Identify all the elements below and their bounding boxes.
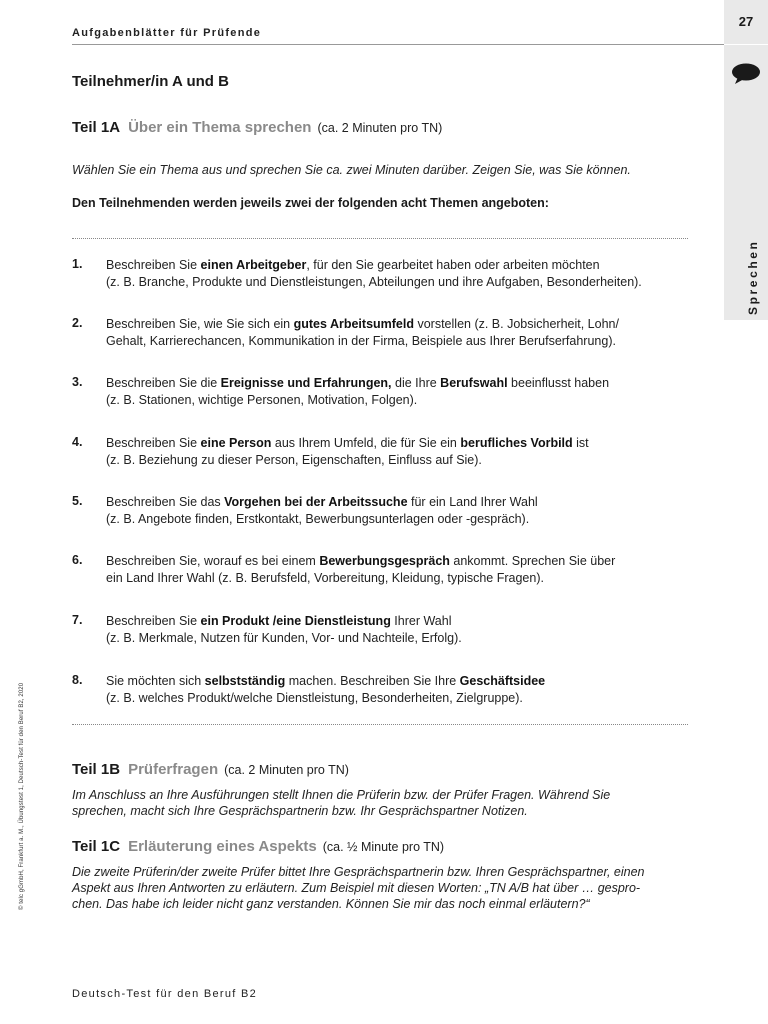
teil-1c-duration: (ca. ½ Minute pro TN) bbox=[322, 840, 445, 854]
teil-1b-heading bbox=[72, 761, 349, 779]
list-item-line bbox=[106, 553, 696, 570]
list-item-line bbox=[106, 452, 696, 469]
body-text: Gehalt, Karrierechancen, Kommunikation in der Firma, Beispiele aus Ihrer Berufserfahrung). bbox=[106, 334, 616, 348]
dotted-divider-top bbox=[72, 238, 688, 239]
body-text: Beschreiben Sie, worauf es bei einem bbox=[106, 554, 320, 568]
list-item-line bbox=[106, 333, 696, 350]
teil-1a-name: Über ein Thema sprechen bbox=[128, 119, 312, 136]
list-item-text bbox=[106, 494, 696, 528]
emphasis-text: einen Arbeitgeber bbox=[200, 258, 307, 272]
body-text: vorstellen (z. B. Jobsicherheit, Lohn/ bbox=[414, 317, 619, 331]
emphasis-text: gutes Arbeitsumfeld bbox=[293, 317, 414, 331]
body-text: (z. B. Angebote finden, Erstkontakt, Bewerbungsunterlagen oder -gespräch). bbox=[106, 512, 530, 526]
list-item-line bbox=[106, 570, 696, 587]
teil-1c-text-line: chen. Das habe ich leider nicht ganz verstanden. Können Sie mir das noch einmal erläutern?“ bbox=[72, 897, 590, 911]
teil-1c-heading bbox=[72, 838, 444, 856]
body-text: Ihrer Wahl bbox=[390, 614, 452, 628]
teil-1c-text-line: Die zweite Prüferin/der zweite Prüfer bittet Ihre Gesprächspartnerin bzw. Ihren Gesprächspartner, einen bbox=[72, 865, 645, 879]
teil-1c-number: Teil 1C bbox=[72, 838, 121, 855]
body-text: Beschreiben Sie bbox=[106, 258, 201, 272]
emphasis-text: Ereignisse und Erfahrungen, bbox=[220, 376, 392, 390]
body-text: Beschreiben Sie bbox=[106, 436, 201, 450]
page-title: Teilnehmer/in A und B bbox=[72, 73, 229, 90]
list-item-line bbox=[106, 274, 696, 291]
teil-1a-intro: Den Teilnehmenden werden jeweils zwei der folgenden acht Themen angeboten: bbox=[72, 196, 549, 210]
list-item-text bbox=[106, 553, 696, 587]
body-text: machen. Beschreiben Sie Ihre bbox=[285, 674, 460, 688]
body-text: ankommt. Sprechen Sie über bbox=[449, 554, 616, 568]
body-text: (z. B. Beziehung zu dieser Person, Eigenschaften, Einfluss auf Sie). bbox=[106, 453, 482, 467]
list-item-text bbox=[106, 375, 696, 409]
body-text: (z. B. Branche, Produkte und Dienstleistungen, Abteilungen und ihre Aufgaben, Besonderheiten). bbox=[106, 275, 642, 289]
speech-bubble-icon bbox=[731, 62, 761, 86]
body-text: für ein Land Ihrer Wahl bbox=[407, 495, 538, 509]
teil-1b-text-line: Im Anschluss an Ihre Ausführungen stellt Ihnen die Prüferin bzw. der Prüfer Fragen. Während Sie bbox=[72, 788, 611, 802]
teil-1a-instruction: Wählen Sie ein Thema aus und sprechen Sie ca. zwei Minuten darüber. Zeigen Sie, was Sie können. bbox=[72, 163, 631, 177]
body-text: ein Land Ihrer Wahl (z. B. Berufsfeld, Vorbereitung, Kleidung, typische Fragen). bbox=[106, 571, 544, 585]
teil-1b-name: Prüferfragen bbox=[128, 761, 219, 778]
list-item-line bbox=[106, 673, 696, 690]
body-text: , für den Sie gearbeitet haben oder arbeiten möchten bbox=[306, 258, 600, 272]
teil-1c-text-line: Aspekt aus Ihren Antworten zu erläutern. Zum Beispiel mit diesen Worten: „TN A/B hat über … gespro- bbox=[72, 881, 641, 895]
teil-1c-text bbox=[72, 864, 688, 912]
emphasis-text: selbstständig bbox=[204, 674, 286, 688]
list-item-line bbox=[106, 630, 696, 647]
list-item-number: 2. bbox=[72, 316, 83, 330]
list-item-line bbox=[106, 511, 696, 528]
teil-1a-number: Teil 1A bbox=[72, 119, 121, 136]
list-item-number: 7. bbox=[72, 613, 83, 627]
body-text: die Ihre bbox=[391, 376, 441, 390]
list-item-text bbox=[106, 257, 696, 291]
list-item-line bbox=[106, 257, 696, 274]
body-text: Beschreiben Sie die bbox=[106, 376, 221, 390]
teil-1b-duration: (ca. 2 Minuten pro TN) bbox=[224, 763, 349, 777]
list-item-line bbox=[106, 494, 696, 511]
teil-1c-name: Erläuterung eines Aspekts bbox=[128, 838, 317, 855]
header-rule bbox=[72, 44, 724, 45]
emphasis-text: ein Produkt /eine Dienstleistung bbox=[200, 614, 391, 628]
list-item-number: 4. bbox=[72, 435, 83, 449]
teil-1b-text-line: sprechen, macht sich Ihre Gesprächspartnerin bzw. Ihr Gesprächspartner Notizen. bbox=[72, 804, 528, 818]
list-item-number: 6. bbox=[72, 553, 83, 567]
copyright-note: © telc gGmbH, Frankfurt a. M., Übungstest 1, Deutsch-Test für den Beruf B2, 2020 bbox=[19, 682, 25, 910]
list-item-number: 1. bbox=[72, 257, 83, 271]
list-item-number: 5. bbox=[72, 494, 83, 508]
teil-1a-heading bbox=[72, 119, 442, 137]
running-footer: Deutsch-Test für den Beruf B2 bbox=[72, 988, 258, 1000]
body-text: Beschreiben Sie, wie Sie sich ein bbox=[106, 317, 294, 331]
body-text: ist bbox=[572, 436, 589, 450]
emphasis-text: berufliches Vorbild bbox=[460, 436, 573, 450]
side-tab-label: Sprechen bbox=[746, 239, 760, 315]
page-number: 27 bbox=[738, 14, 754, 29]
teil-1a-duration: (ca. 2 Minuten pro TN) bbox=[317, 121, 443, 135]
body-text: (z. B. Stationen, wichtige Personen, Motivation, Folgen). bbox=[106, 393, 418, 407]
list-item-text bbox=[106, 613, 696, 647]
dotted-divider-bottom bbox=[72, 724, 688, 725]
list-item-line bbox=[106, 392, 696, 409]
body-text: aus Ihrem Umfeld, die für Sie ein bbox=[271, 436, 461, 450]
list-item-text bbox=[106, 435, 696, 469]
emphasis-text: eine Person bbox=[200, 436, 272, 450]
teil-1b-number: Teil 1B bbox=[72, 761, 121, 778]
emphasis-text: Vorgehen bei der Arbeitssuche bbox=[224, 495, 408, 509]
body-text: Beschreiben Sie das bbox=[106, 495, 225, 509]
list-item-text bbox=[106, 316, 696, 350]
body-text: beeinflusst haben bbox=[507, 376, 610, 390]
body-text: (z. B. welches Produkt/welche Dienstleistung, Besonderheiten, Zielgruppe). bbox=[106, 691, 523, 705]
running-header: Aufgabenblätter für Prüfende bbox=[72, 27, 262, 39]
body-text: (z. B. Merkmale, Nutzen für Kunden, Vor- und Nachteile, Erfolg). bbox=[106, 631, 462, 645]
list-item-line bbox=[106, 690, 696, 707]
teil-1b-text bbox=[72, 787, 688, 819]
emphasis-text: Berufswahl bbox=[440, 376, 508, 390]
list-item-line bbox=[106, 613, 696, 630]
list-item-line bbox=[106, 435, 696, 452]
body-text: Beschreiben Sie bbox=[106, 614, 201, 628]
list-item-line bbox=[106, 375, 696, 392]
list-item-text bbox=[106, 673, 696, 707]
list-item-number: 8. bbox=[72, 673, 83, 687]
list-item-number: 3. bbox=[72, 375, 83, 389]
list-item-line bbox=[106, 316, 696, 333]
emphasis-text: Geschäftsidee bbox=[459, 674, 546, 688]
emphasis-text: Bewerbungsgespräch bbox=[319, 554, 450, 568]
side-tab-rule bbox=[724, 44, 768, 45]
body-text: Sie möchten sich bbox=[106, 674, 205, 688]
